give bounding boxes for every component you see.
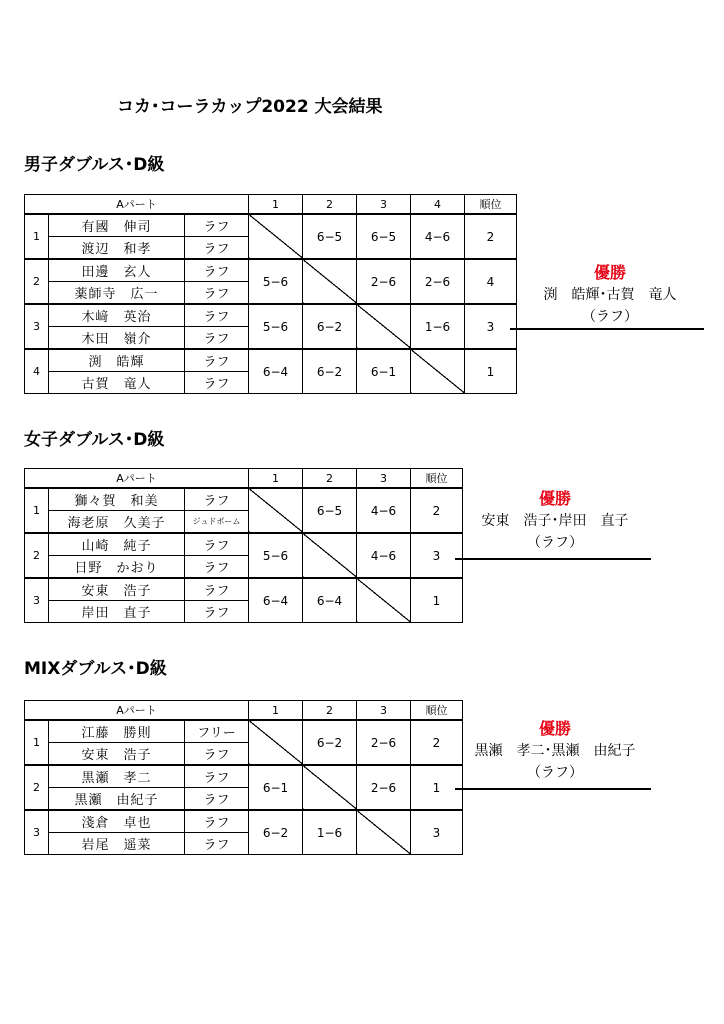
column-header: 3 — [357, 701, 411, 721]
pair-number: 2 — [25, 259, 49, 304]
winner-names: 黒瀬 孝二･黒瀬 由紀子 — [474, 743, 636, 759]
player-name: 黒瀬 由紀子 — [49, 788, 185, 811]
self-match-cell — [357, 810, 411, 855]
part-label: Aパート — [25, 469, 249, 489]
table-row — [25, 488, 463, 511]
table-row — [25, 349, 517, 372]
player-club: フリー — [185, 720, 249, 743]
player-club: ラフ — [185, 788, 249, 811]
column-header: 3 — [357, 195, 411, 215]
rank-header: 順位 — [411, 701, 463, 721]
pair-number: 1 — [25, 214, 49, 259]
pair-number: 3 — [25, 304, 49, 349]
player-club: ジュドポーム — [185, 511, 249, 534]
winner-bracket-line — [455, 788, 651, 790]
winner-block-womens — [455, 488, 655, 554]
player-name: 古賀 竜人 — [49, 372, 185, 394]
table-row — [25, 578, 463, 601]
score-cell: 1−6 — [411, 304, 465, 349]
player-name: 岩尾 遥菜 — [49, 833, 185, 855]
score-cell: 6−5 — [357, 214, 411, 259]
score-cell: 2−6 — [357, 720, 411, 765]
player-club: ラフ — [185, 349, 249, 372]
self-match-cell — [303, 765, 357, 810]
score-cell: 6−5 — [303, 214, 357, 259]
pair-number: 4 — [25, 349, 49, 394]
column-header: 2 — [303, 195, 357, 215]
score-cell: 6−5 — [303, 488, 357, 533]
table-row — [25, 810, 463, 833]
winner-bracket-line — [455, 558, 651, 560]
player-name: 渕 皓輝 — [49, 349, 185, 372]
winner-block-mens — [510, 262, 710, 328]
winner-label: 優勝 — [538, 719, 571, 738]
rank-cell: 2 — [465, 214, 517, 259]
rank-cell: 1 — [465, 349, 517, 394]
self-match-cell — [249, 488, 303, 533]
column-header: 3 — [357, 469, 411, 489]
rank-cell: 4 — [465, 259, 517, 304]
score-cell: 4−6 — [411, 214, 465, 259]
rank-cell: 2 — [411, 720, 463, 765]
winner-club: （ラフ） — [527, 535, 583, 551]
part-label: Aパート — [25, 195, 249, 215]
score-cell: 5−6 — [249, 304, 303, 349]
section-title-mixed-doubles: MIXダブルス･D級 — [24, 659, 167, 679]
player-name: 薬師寺 広一 — [49, 282, 185, 305]
player-club: ラフ — [185, 556, 249, 579]
player-name: 安東 浩子 — [49, 743, 185, 766]
player-name: 木﨑 英治 — [49, 304, 185, 327]
player-name: 山崎 純子 — [49, 533, 185, 556]
self-match-cell — [303, 533, 357, 578]
table-row — [25, 304, 517, 327]
player-club: ラフ — [185, 214, 249, 237]
player-name: 安東 浩子 — [49, 578, 185, 601]
winner-bracket-line — [510, 328, 704, 330]
part-label: Aパート — [25, 701, 249, 721]
score-cell: 2−6 — [357, 259, 411, 304]
score-cell: 6−2 — [303, 720, 357, 765]
pair-number: 2 — [25, 533, 49, 578]
player-name: 海老原 久美子 — [49, 511, 185, 534]
score-cell: 5−6 — [249, 533, 303, 578]
player-club: ラフ — [185, 259, 249, 282]
table-header-row — [25, 701, 463, 721]
player-name: 木田 嶺介 — [49, 327, 185, 350]
column-header: 1 — [249, 701, 303, 721]
section-title-womens-doubles: 女子ダブルス･D級 — [24, 430, 165, 450]
rank-header: 順位 — [465, 195, 517, 215]
score-cell: 1−6 — [303, 810, 357, 855]
score-cell: 2−6 — [411, 259, 465, 304]
player-club: ラフ — [185, 304, 249, 327]
player-club: ラフ — [185, 282, 249, 305]
results-table-womens — [24, 468, 463, 623]
results-table-mens — [24, 194, 517, 394]
rank-header: 順位 — [411, 469, 463, 489]
self-match-cell — [249, 720, 303, 765]
score-cell: 5−6 — [249, 259, 303, 304]
player-name: 渡辺 和孝 — [49, 237, 185, 260]
rank-cell: 1 — [411, 765, 463, 810]
winner-names: 安東 浩子･岸田 直子 — [481, 513, 629, 529]
score-cell: 6−2 — [303, 349, 357, 394]
winner-label: 優勝 — [593, 263, 626, 282]
player-club: ラフ — [185, 488, 249, 511]
player-club: ラフ — [185, 810, 249, 833]
section-title-mens-doubles: 男子ダブルス･D級 — [24, 155, 165, 175]
table-row — [25, 765, 463, 788]
score-cell: 6−4 — [249, 349, 303, 394]
player-name: 有國 伸司 — [49, 214, 185, 237]
player-club: ラフ — [185, 533, 249, 556]
score-cell: 6−1 — [357, 349, 411, 394]
self-match-cell — [303, 259, 357, 304]
pair-number: 1 — [25, 488, 49, 533]
winner-names: 渕 皓輝･古賀 竜人 — [543, 287, 677, 303]
results-table-mixed — [24, 700, 463, 855]
score-cell: 6−1 — [249, 765, 303, 810]
player-name: 田邊 玄人 — [49, 259, 185, 282]
table-row — [25, 214, 517, 237]
winner-club: （ラフ） — [582, 309, 638, 325]
column-header: 1 — [249, 195, 303, 215]
table-row — [25, 259, 517, 282]
player-club: ラフ — [185, 833, 249, 855]
pair-number: 3 — [25, 810, 49, 855]
table-header-row — [25, 195, 517, 215]
rank-cell: 3 — [465, 304, 517, 349]
score-cell: 2−6 — [357, 765, 411, 810]
player-club: ラフ — [185, 578, 249, 601]
self-match-cell — [249, 214, 303, 259]
rank-cell: 3 — [411, 810, 463, 855]
table-row — [25, 533, 463, 556]
self-match-cell — [357, 304, 411, 349]
winner-block-mixed — [455, 718, 655, 784]
winner-label: 優勝 — [538, 489, 571, 508]
self-match-cell — [357, 578, 411, 623]
pair-number: 1 — [25, 720, 49, 765]
player-name: 淺倉 卓也 — [49, 810, 185, 833]
column-header: 2 — [303, 701, 357, 721]
rank-cell: 2 — [411, 488, 463, 533]
player-club: ラフ — [185, 372, 249, 394]
score-cell: 6−2 — [303, 304, 357, 349]
score-cell: 6−2 — [249, 810, 303, 855]
rank-cell: 1 — [411, 578, 463, 623]
column-header: 1 — [249, 469, 303, 489]
column-header: 4 — [411, 195, 465, 215]
document-title: コカ･コーラカップ2022 大会結果 — [117, 97, 383, 117]
table-row — [25, 720, 463, 743]
winner-club: （ラフ） — [527, 765, 583, 781]
player-club: ラフ — [185, 327, 249, 350]
player-club: ラフ — [185, 601, 249, 623]
player-name: 黒瀬 孝二 — [49, 765, 185, 788]
rank-cell: 3 — [411, 533, 463, 578]
player-club: ラフ — [185, 765, 249, 788]
player-club: ラフ — [185, 743, 249, 766]
score-cell: 6−4 — [303, 578, 357, 623]
pair-number: 2 — [25, 765, 49, 810]
player-name: 獅々賀 和美 — [49, 488, 185, 511]
player-name: 岸田 直子 — [49, 601, 185, 623]
pair-number: 3 — [25, 578, 49, 623]
score-cell: 4−6 — [357, 533, 411, 578]
player-name: 日野 かおり — [49, 556, 185, 579]
table-header-row — [25, 469, 463, 489]
score-cell: 4−6 — [357, 488, 411, 533]
self-match-cell — [411, 349, 465, 394]
player-club: ラフ — [185, 237, 249, 260]
column-header: 2 — [303, 469, 357, 489]
player-name: 江藤 勝則 — [49, 720, 185, 743]
score-cell: 6−4 — [249, 578, 303, 623]
